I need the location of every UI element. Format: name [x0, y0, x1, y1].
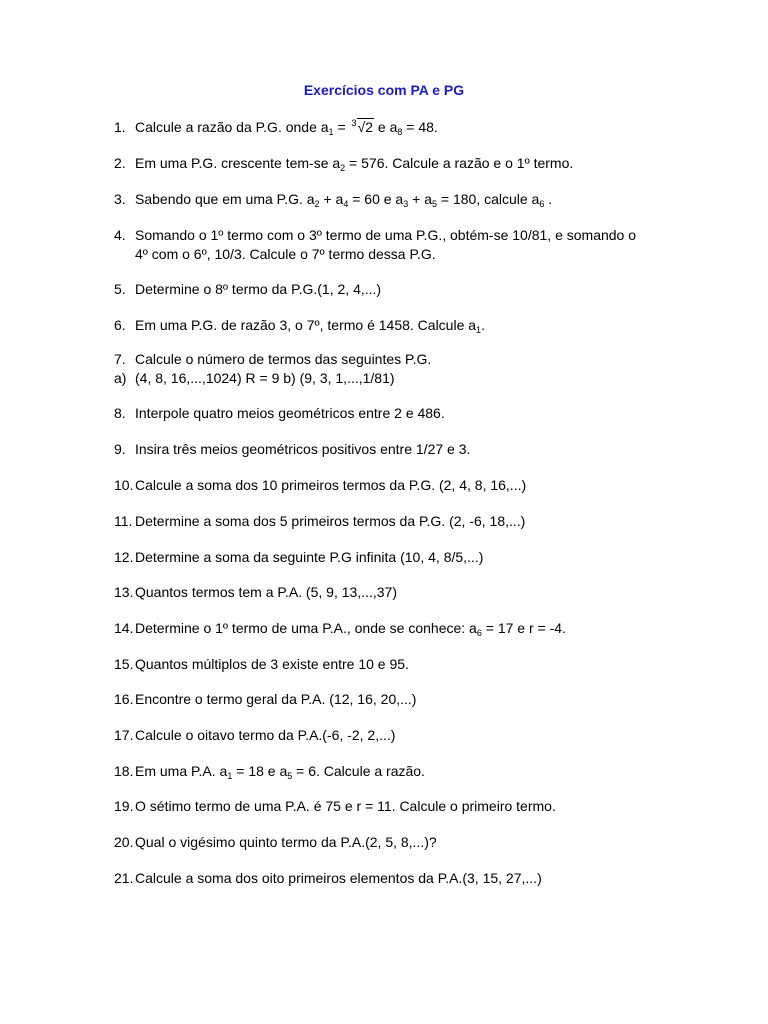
- exercise-text: Determine o 8º termo da P.G.(1, 2, 4,...): [135, 281, 382, 297]
- exercise-number: 14.: [114, 620, 134, 636]
- exercise-text: Quantos termos tem a P.A. (5, 9, 13,...,37): [135, 584, 397, 600]
- exercise-text: Determine a soma da seguinte P.G infinita (10, 4, 8/5,...): [135, 549, 484, 565]
- exercise-number: 19.: [114, 798, 134, 814]
- exercise-text: Insira três meios geométricos positivos entre 1/27 e 3.: [135, 441, 471, 457]
- exercise-number: 4.: [114, 227, 126, 243]
- exercise-number: 13.: [114, 584, 134, 600]
- exercise-text: Interpole quatro meios geométricos entre 2 e 486.: [135, 405, 445, 421]
- exercise-number: 21.: [114, 870, 134, 886]
- exercise-number: 15.: [114, 656, 134, 672]
- exercise-number: 6.: [114, 317, 126, 333]
- exercise-number: 20.: [114, 834, 134, 850]
- exercise-text: Calcule o oitavo termo da P.A.(-6, -2, 2,...): [135, 727, 396, 743]
- exercise-text: Em uma P.A. $a_1 = 18$ e $a_5 = 6$. Calcule a razão.: [135, 763, 425, 781]
- exercise-number: 2.: [114, 155, 126, 171]
- exercise-number: 7.: [114, 351, 126, 367]
- exercise-number: 8.: [114, 405, 126, 421]
- exercise-number: 9.: [114, 441, 126, 457]
- exercise-number: 11.: [114, 513, 133, 529]
- exercise-number: 18.: [114, 763, 134, 779]
- exercise-number: 10.: [114, 477, 134, 493]
- exercise-number: 17.: [114, 727, 134, 743]
- exercise-text: Calcule a razão da P.G. onde $a_1 = ^3√2$ e $a_8 = 48$.: [135, 118, 438, 137]
- page-title: Exercícios com PA e PG: [303, 82, 465, 98]
- exercise-text: Somando o 1º termo com o 3º termo de uma P.G., obtém-se 10/81, e somando o 4º com o 6º, 10/3. Calcule o 7º termo dessa P.G.: [135, 227, 637, 262]
- exercise-text: Calcule a soma dos oito primeiros elementos da P.A.(3, 15, 27,...): [135, 870, 542, 886]
- exercise-text: Calcule a soma dos 10 primeiros termos da P.G. (2, 4, 8, 16,...): [135, 477, 527, 493]
- exercise-text: Determine o 1º termo de uma P.A., onde se conhece: $a_6 = 17$ e r = -4.: [135, 620, 566, 638]
- exercise-text: O sétimo termo de uma P.A. é 75 e r = 11. Calcule o primeiro termo.: [135, 798, 556, 814]
- exercise-text: Em uma P.G. crescente tem-se $a_2 = 576$. Calcule a razão e o 1º termo.: [135, 155, 574, 173]
- exercise-text: Sabendo que em uma P.G. $a_2 + a_4 = 60$ e $a_3 + a_5 = 180$, calcule $a_6$ .: [135, 191, 553, 209]
- exercise-number: 5.: [114, 281, 126, 297]
- exercise-text: Quantos múltiplos de 3 existe entre 10 e 95.: [135, 656, 409, 672]
- exercise-text: Determine a soma dos 5 primeiros termos da P.G. (2, -6, 18,...): [135, 513, 526, 529]
- exercise-text: Encontre o termo geral da P.A. (12, 16, 20,...): [135, 691, 417, 707]
- exercise-text: Qual o vigésimo quinto termo da P.A.(2, 5, 8,...)?: [135, 834, 437, 850]
- exercise-text: Em uma P.G. de razão 3, o 7º, termo é 1458. Calcule $a_1$.: [135, 317, 485, 335]
- exercise-number: 3.: [114, 191, 126, 207]
- cube-root-symbol: $^3$√2: [351, 118, 374, 135]
- exercise-number: 16.: [114, 691, 134, 707]
- exercise-number: 12.: [114, 549, 134, 565]
- subitem-label: a): [114, 370, 127, 386]
- exercise-number: 1.: [114, 119, 126, 135]
- subitem-text: (4, 8, 16,...,1024) R = 9 b) (9, 3, 1,...,1/81): [135, 370, 395, 386]
- exercise-text: Calcule o número de termos das seguintes P.G.: [135, 351, 432, 367]
